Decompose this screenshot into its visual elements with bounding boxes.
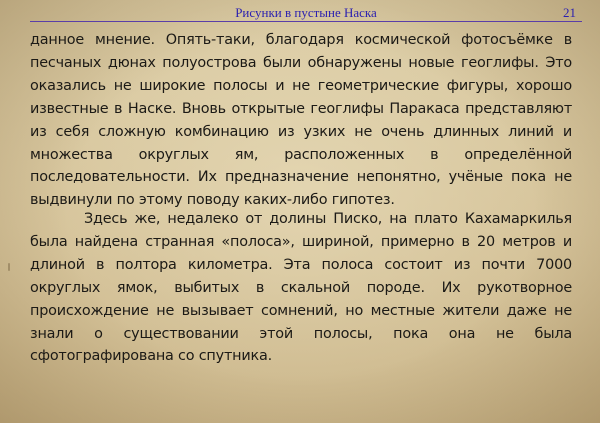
paper-speck (8, 263, 10, 271)
paragraph-1: данное мнение. Опять-таки, благодаря космической фотосъёмке в песчаных дюнах полуострова были обнаружены новые геоглифы. Это оказались не широкие полосы и не геометрические фигуры, хорошо известные в Наске. Вновь открытые геоглифы Паракаса представляют из себя сложную комбинацию из узких не очень длинных линий и множества округлых ям, расположенных в определённой последовательности. Их предназначение непонятно, учёные пока не выдвинули по этому поводу каких-либо гипотез. (30, 32, 572, 209)
running-header (30, 4, 582, 22)
running-header-title: Рисунки в пустыне Наска (235, 5, 377, 20)
paragraph-2: Здесь же, недалеко от долины Писко, на плато Кахамаркилья была найдена странная «полоса», шириной, примерно в 20 метров и длиной в полтора километра. Эта полоса состоит из почти 7000 округлых ямок, выбитых в скальной породе. Их рукотворное происхождение не вызывает сомнений, но местные жители даже не знали о существовании этой полосы, пока она не была сфотографирована со спутника. (30, 211, 572, 365)
page-number: 21 (563, 5, 576, 20)
